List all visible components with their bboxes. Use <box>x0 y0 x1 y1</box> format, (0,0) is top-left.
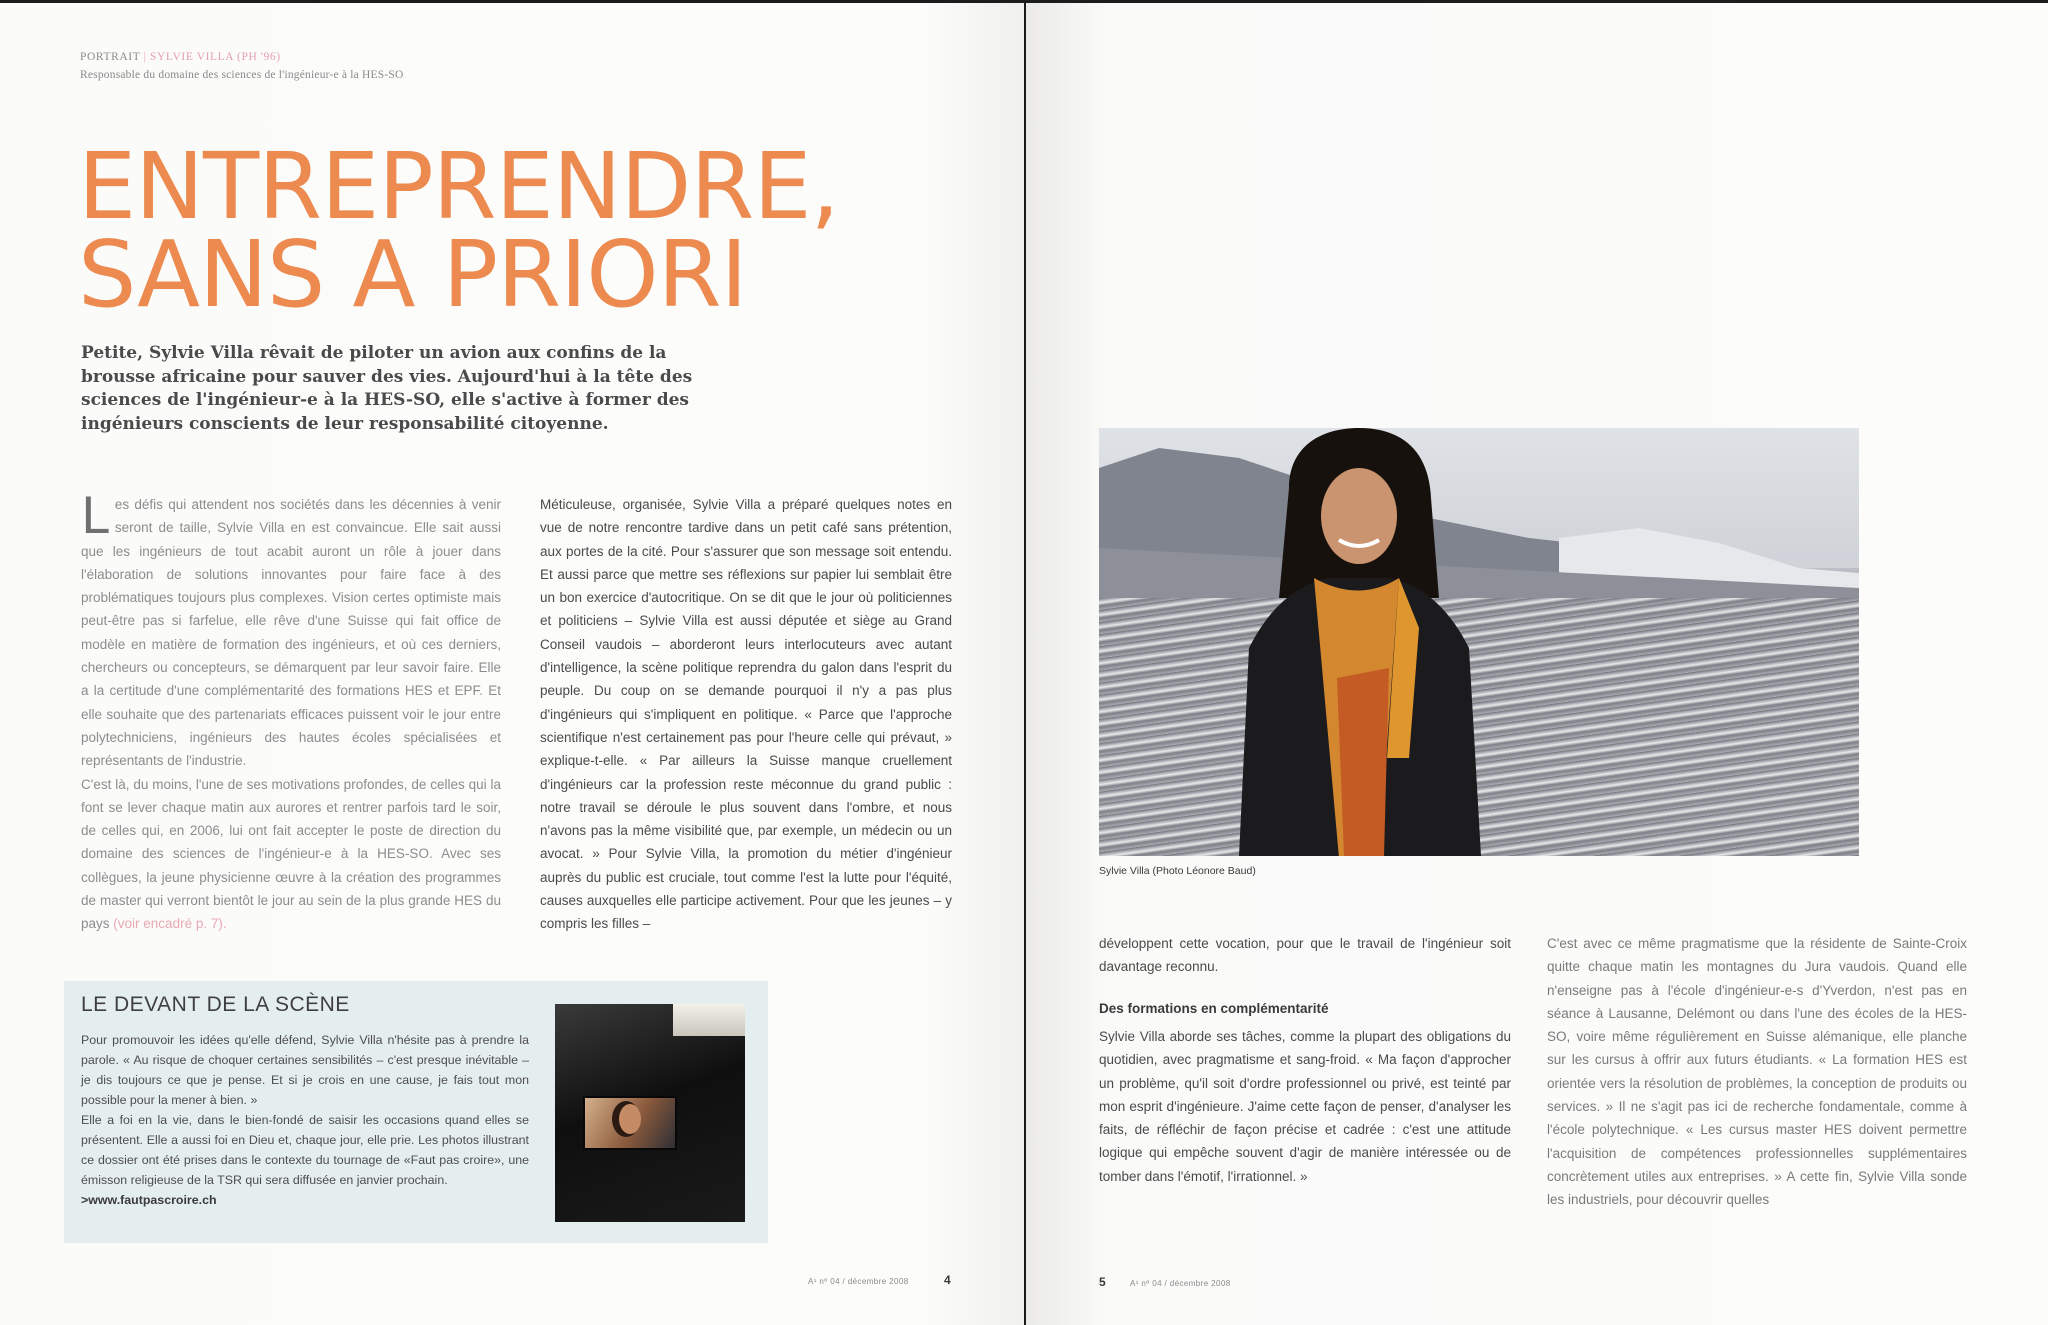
portrait-subject <box>1219 428 1489 856</box>
folio-left: A¹ nº 04 / décembre 2008 <box>808 1277 909 1286</box>
col1-paragraph-1 <box>81 487 501 773</box>
camera-viewfinder <box>583 1096 677 1150</box>
title-line-1: ENTREPRENDRE, <box>78 133 839 240</box>
box-text <box>81 1030 529 1210</box>
box-paragraph-1: Pour promouvoir les idées qu'elle défend, Sylvie Villa n'hésite pas à prendre la parole. « Au risque de choquer certaines sensibilités – c'est presque inévitable – je dis toujours ce que je pense. Et si je crois en une cause, je fais tout mon possible pour la mener à bien. » <box>81 1033 529 1107</box>
right-page <box>1026 3 2048 1325</box>
kicker <box>80 51 281 63</box>
col1-para1-text: es défis qui attendent nos sociétés dans les décennies à venir seront de taille, Sylvie Villa en est convaincue. Elle sait aussi que les ingénieurs de tout acabit auront un rôle à jouer dans l'élaboration de solutions innovantes pour faire face à des problématiques toujours plus complexes. Vision certes optimiste mais peut-être pas si farfelue, elle rêve d'une Suisse qui fait office de modèle en matière de formation des ingénieurs, et où ces derniers, chercheurs ou concepteurs, se démarquent par leur savoir faire. Elle a la certitude d'une complémentarité des formations HES et EPF. Et elle souhaite que des partenariats efficaces puissent voir le jour entre polytechniciens, ingénieurs des hautes écoles spécialisées et représentants de l'industrie. <box>81 497 501 769</box>
col1-para2-text: C'est là, du moins, l'une de ses motivations profondes, de celles qui la font se lever chaque matin aux aurores et rentrer parfois tard le soir, de celles qui, en 2006, lui ont fait accepter le poste de direction du domaine des sciences de l'ingénieur-e à la HES-SO. Avec ses collègues, la jeune physicienne œuvre à la création des programmes de master qui verront bientôt le jour au sein de la plus grande HES du pays <box>81 776 501 932</box>
subheading: Des formations en complémentarité <box>1099 1001 1329 1016</box>
dropcap: L <box>81 487 109 545</box>
box-title: LE DEVANT DE LA SCÈNE <box>81 993 350 1016</box>
page-number-left: 4 <box>944 1273 951 1287</box>
article-title <box>78 133 839 328</box>
right-col1-continuation: développent cette vocation, pour que le travail de l'ingénieur soit davantage reconnu. <box>1099 936 1511 975</box>
right-col1-body: Sylvie Villa aborde ses tâches, comme la plupart des obligations du quotidien, avec pragmatisme et sang-froid. « Ma façon d'approcher un problème, qu'il soit d'ordre professionnel ou privé, est teinté par mon esprit d'ingénieure. J'aime cette façon de penser, d'analyser les faits, de réfléchir de façon précise et cadrée : c'est une attitude logique qui empêche souvent d'agir de manière intéressée ou de tomber dans l'émotif, l'irrationnel. » <box>1099 1029 1511 1184</box>
box-website-link[interactable]: >www.fautpascroire.ch <box>81 1193 217 1207</box>
camera-photo <box>555 1004 745 1222</box>
body-column-1 <box>81 487 501 936</box>
box-paragraph-2: Elle a foi en la vie, dans le bien-fondé de saisir les occasions quand elles se présentent. Elle a aussi foi en Dieu et, chaque jour, elle prie. Les photos illustrant ce dossier ont été prises dans le contexte du tournage de «Faut pas croire», une émisson religieuse de la TSR qui sera diffusée en janvier prochain. <box>81 1113 529 1187</box>
title-line-2: SANS A PRIORI <box>78 221 747 328</box>
page-number-right: 5 <box>1099 1275 1106 1289</box>
folio-right: A¹ nº 04 / décembre 2008 <box>1130 1279 1231 1288</box>
kicker-name: SYLVIE VILLA (PH '96) <box>150 51 281 63</box>
viewfinder-portrait <box>619 1104 641 1134</box>
kicker-role: Responsable du domaine des sciences de l'ingénieur-e à la HES-SO <box>80 69 404 81</box>
studio-light <box>673 1004 745 1036</box>
see-box-reference: (voir encadré p. 7). <box>113 916 227 932</box>
kicker-separator: | <box>143 51 147 63</box>
kicker-rubric: PORTRAIT <box>80 51 141 63</box>
portrait-photo <box>1099 428 1859 856</box>
body-column-2: Méticuleuse, organisée, Sylvie Villa a préparé quelques notes en vue de notre rencontre tardive dans un petit café sans prétention, aux portes de la cité. Pour s'assurer que son message soit entendu. Et aussi parce que mettre ses réflexions sur papier lui semblait être un bon exercice d'autocritique. On se dit que le jour où politiciennes et politiciens – Sylvie Villa est aussi députée et siège au Grand Conseil vaudois – aborderont leurs interlocuteurs avec autant d'intelligence, la scène politique reprendra du galon dans l'esprit du peuple. Du coup on se demande pourquoi il n'y a pas plus d'ingénieurs qui s'impliquent en politique. « Parce que l'approche scientifique n'est certainement pas pour l'heure celle qui prévaut, » explique-t-elle. « Par ailleurs la Suisse manque cruellement d'ingénieurs car la profession reste méconnue du grand public : notre travail se déroule le plus souvent dans l'ombre, et nous n'avons pas la même visibilité que, par exemple, un médecin ou un avocat. » Pour Sylvie Villa, la promotion du métier d'ingénieur auprès du public est cruciale, tout comme l'est la lutte pour l'équité, causes auxquelles elle participe activement. Pour que les jeunes – y compris les filles – <box>540 497 952 932</box>
photo-caption: Sylvie Villa (Photo Léonore Baud) <box>1099 865 1256 877</box>
col1-paragraph-2 <box>81 773 501 936</box>
lead-paragraph: Petite, Sylvie Villa rêvait de piloter un avion aux confins de la brousse africaine pour sauver des vies. Aujourd'hui à la tête des sciences de l'ingénieur-e à la HES-SO, elle s'active à former des ingénieurs conscients de leur responsabilité citoyenne. <box>81 343 693 434</box>
sidebar-box <box>64 981 768 1243</box>
left-page <box>0 3 1024 1325</box>
right-column-2: C'est avec ce même pragmatisme que la résidente de Sainte-Croix quitte chaque matin les montagnes du Jura vaudois. Quand elle n'enseigne pas à l'école d'ingénieur-e-s d'Yverdon, n'est pas en séance à Lausanne, Delémont ou dans l'une des écoles de la HES-SO, voire même régulièrement en Suisse alémanique, elle planche sur les cursus à offrir aux futurs étudiants. « La formation HES est orientée vers la résolution de problèmes, la conception de produits ou services. » Il ne s'agit pas ici de recherche fondamentale, comme à l'école polytechnique. « Les cursus master HES doivent permettre l'acquisition de compétences professionnelles supplémentaires concrètement utiles aux entreprises. » A cette fin, Sylvie Villa sonde les industriels, pour découvrir quelles <box>1547 936 1967 1208</box>
